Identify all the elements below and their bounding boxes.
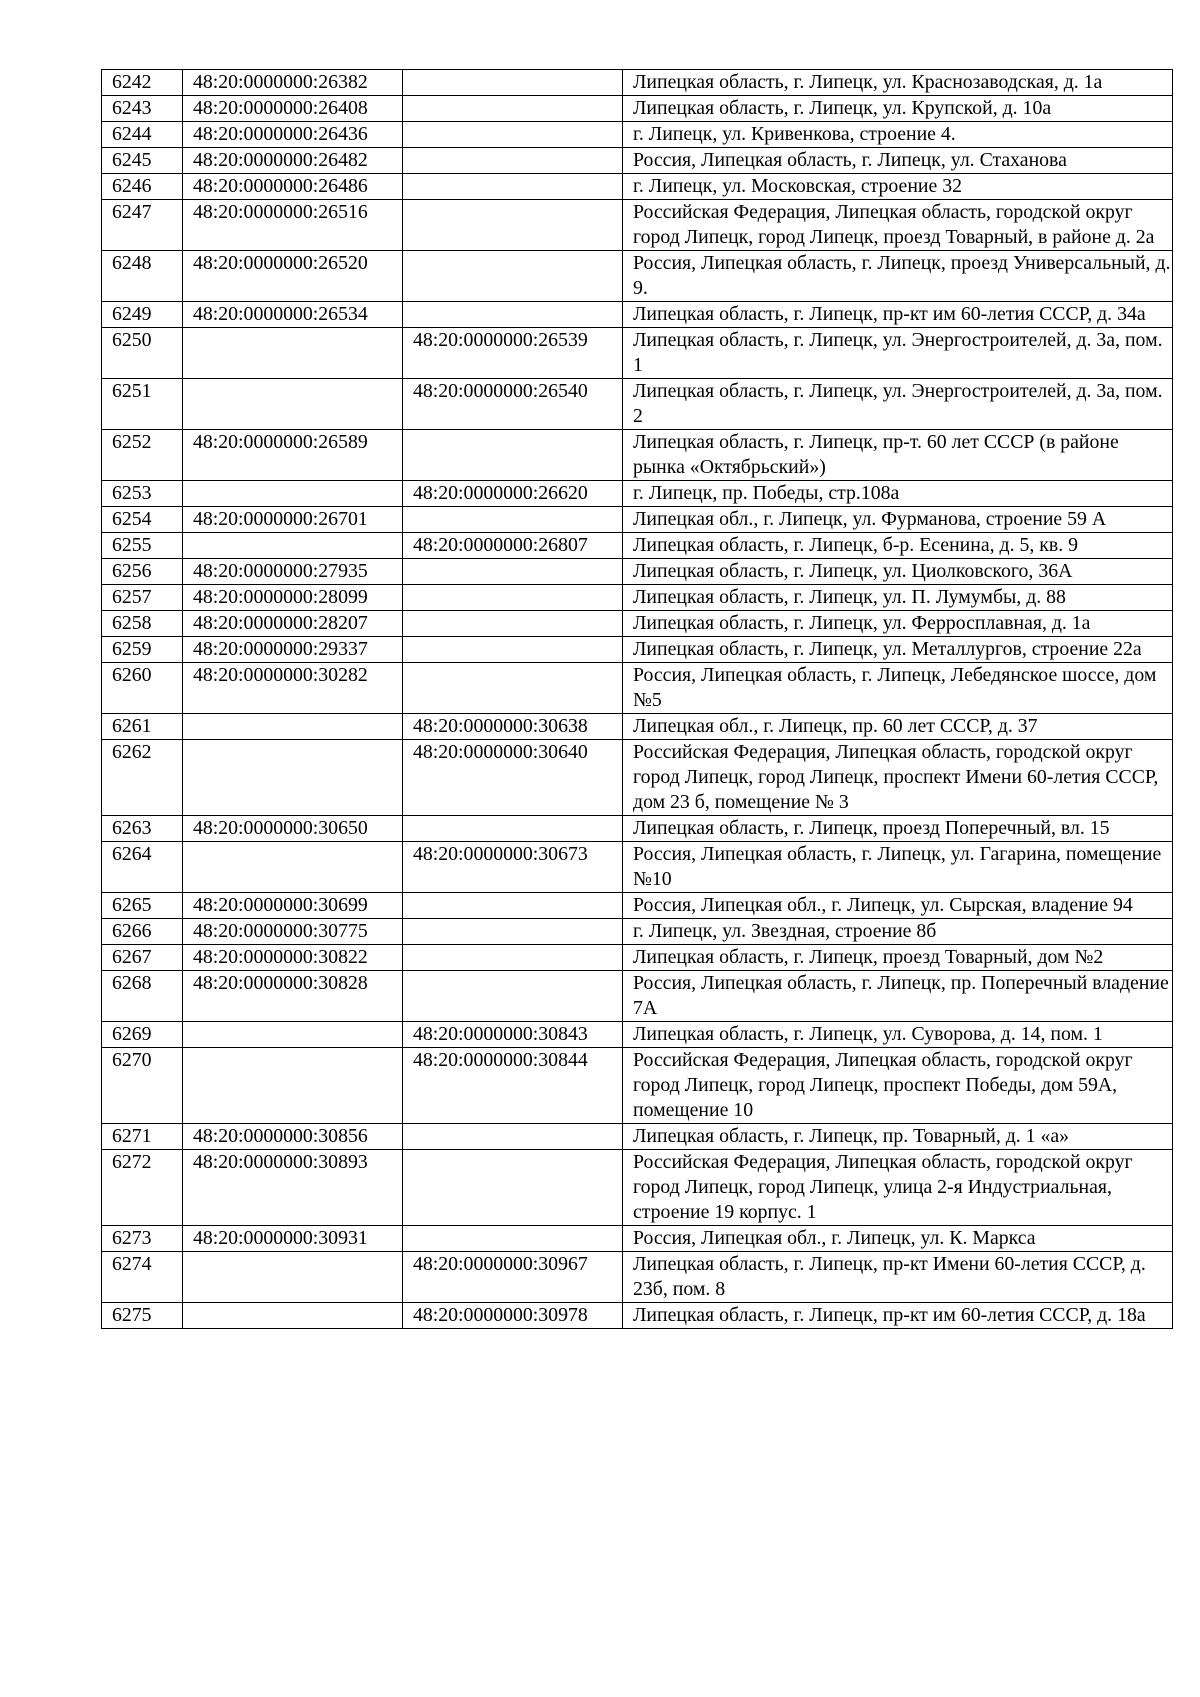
row-number-cell: 6247 xyxy=(102,200,183,251)
building-cadastral-number-cell: 48:20:0000000:30978 xyxy=(403,1303,623,1329)
table-row xyxy=(102,945,1173,971)
table-row xyxy=(102,481,1173,507)
row-number-cell: 6244 xyxy=(102,122,183,148)
table-row xyxy=(102,585,1173,611)
land-cadastral-number-cell: 48:20:0000000:30931 xyxy=(183,1226,403,1252)
row-number-cell: 6245 xyxy=(102,148,183,174)
registry-table-body xyxy=(102,70,1173,1329)
building-cadastral-number-cell: 48:20:0000000:30673 xyxy=(403,842,623,893)
land-cadastral-number-cell: 48:20:0000000:30828 xyxy=(183,971,403,1022)
address-cell: Россия, Липецкая область, г. Липецк, ул. Стаханова xyxy=(623,148,1173,174)
row-number-cell: 6254 xyxy=(102,507,183,533)
table-row xyxy=(102,70,1173,96)
address-cell: Россия, Липецкая обл., г. Липецк, ул. К. Маркса xyxy=(623,1226,1173,1252)
building-cadastral-number-cell xyxy=(403,200,623,251)
building-cadastral-number-cell: 48:20:0000000:26807 xyxy=(403,533,623,559)
table-row xyxy=(102,379,1173,430)
address-cell: Липецкая область, г. Липецк, ул. Энергостроителей, д. 3а, пом. 1 xyxy=(623,328,1173,379)
table-row xyxy=(102,611,1173,637)
address-cell: Липецкая область, г. Липецк, ул. Ферросплавная, д. 1а xyxy=(623,611,1173,637)
land-cadastral-number-cell: 48:20:0000000:26701 xyxy=(183,507,403,533)
table-row xyxy=(102,637,1173,663)
row-number-cell: 6262 xyxy=(102,740,183,816)
building-cadastral-number-cell xyxy=(403,637,623,663)
row-number-cell: 6275 xyxy=(102,1303,183,1329)
table-row xyxy=(102,200,1173,251)
row-number-cell: 6267 xyxy=(102,945,183,971)
row-number-cell: 6257 xyxy=(102,585,183,611)
address-cell: Липецкая область, г. Липецк, ул. Циолковского, 36А xyxy=(623,559,1173,585)
table-row xyxy=(102,430,1173,481)
address-cell: Липецкая область, г. Липецк, ул. Металлургов, строение 22а xyxy=(623,637,1173,663)
building-cadastral-number-cell xyxy=(403,302,623,328)
row-number-cell: 6259 xyxy=(102,637,183,663)
table-row xyxy=(102,1022,1173,1048)
land-cadastral-number-cell: 48:20:0000000:26534 xyxy=(183,302,403,328)
address-cell: г. Липецк, ул. Московская, строение 32 xyxy=(623,174,1173,200)
land-cadastral-number-cell xyxy=(183,1048,403,1124)
table-row xyxy=(102,507,1173,533)
address-cell: Российская Федерация, Липецкая область, городской округ город Липецк, город Липецк, проезд Товарный, в районе д. 2а xyxy=(623,200,1173,251)
land-cadastral-number-cell: 48:20:0000000:26382 xyxy=(183,70,403,96)
table-row xyxy=(102,714,1173,740)
table-row xyxy=(102,1252,1173,1303)
row-number-cell: 6273 xyxy=(102,1226,183,1252)
row-number-cell: 6253 xyxy=(102,481,183,507)
address-cell: Липецкая область, г. Липецк, ул. Краснозаводская, д. 1а xyxy=(623,70,1173,96)
table-row xyxy=(102,1150,1173,1226)
building-cadastral-number-cell: 48:20:0000000:26620 xyxy=(403,481,623,507)
building-cadastral-number-cell: 48:20:0000000:30640 xyxy=(403,740,623,816)
address-cell: Россия, Липецкая область, г. Липецк, Лебедянское шоссе, дом №5 xyxy=(623,663,1173,714)
row-number-cell: 6264 xyxy=(102,842,183,893)
land-cadastral-number-cell xyxy=(183,740,403,816)
address-cell: Липецкая область, г. Липецк, проезд Товарный, дом №2 xyxy=(623,945,1173,971)
land-cadastral-number-cell: 48:20:0000000:26482 xyxy=(183,148,403,174)
address-cell: Российская Федерация, Липецкая область, городской округ город Липецк, город Липецк, проспект Победы, дом 59А, помещение 10 xyxy=(623,1048,1173,1124)
building-cadastral-number-cell xyxy=(403,919,623,945)
table-row xyxy=(102,174,1173,200)
building-cadastral-number-cell xyxy=(403,430,623,481)
address-cell: Липецкая область, г. Липецк, ул. П. Лумумбы, д. 88 xyxy=(623,585,1173,611)
building-cadastral-number-cell xyxy=(403,148,623,174)
table-row xyxy=(102,842,1173,893)
land-cadastral-number-cell xyxy=(183,1252,403,1303)
table-row xyxy=(102,663,1173,714)
table-row xyxy=(102,302,1173,328)
land-cadastral-number-cell: 48:20:0000000:30699 xyxy=(183,893,403,919)
building-cadastral-number-cell xyxy=(403,893,623,919)
land-cadastral-number-cell: 48:20:0000000:30282 xyxy=(183,663,403,714)
address-cell: Липецкая обл., г. Липецк, пр. 60 лет СССР, д. 37 xyxy=(623,714,1173,740)
table-row xyxy=(102,251,1173,302)
address-cell: Липецкая область, г. Липецк, пр-кт Имени 60-летия СССР, д. 23б, пом. 8 xyxy=(623,1252,1173,1303)
land-cadastral-number-cell: 48:20:0000000:26436 xyxy=(183,122,403,148)
address-cell: Липецкая область, г. Липецк, пр-кт им 60-летия СССР, д. 18а xyxy=(623,1303,1173,1329)
row-number-cell: 6263 xyxy=(102,816,183,842)
row-number-cell: 6265 xyxy=(102,893,183,919)
building-cadastral-number-cell: 48:20:0000000:26539 xyxy=(403,328,623,379)
address-cell: Липецкая область, г. Липецк, пр-т. 60 лет СССР (в районе рынка «Октябрьский») xyxy=(623,430,1173,481)
row-number-cell: 6256 xyxy=(102,559,183,585)
address-cell: Россия, Липецкая обл., г. Липецк, ул. Сырская, владение 94 xyxy=(623,893,1173,919)
address-cell: Россия, Липецкая область, г. Липецк, проезд Универсальный, д. 9. xyxy=(623,251,1173,302)
row-number-cell: 6242 xyxy=(102,70,183,96)
row-number-cell: 6243 xyxy=(102,96,183,122)
land-cadastral-number-cell: 48:20:0000000:26486 xyxy=(183,174,403,200)
land-cadastral-number-cell: 48:20:0000000:26408 xyxy=(183,96,403,122)
building-cadastral-number-cell xyxy=(403,559,623,585)
building-cadastral-number-cell xyxy=(403,1226,623,1252)
table-row xyxy=(102,740,1173,816)
row-number-cell: 6252 xyxy=(102,430,183,481)
table-row xyxy=(102,328,1173,379)
address-cell: г. Липецк, ул. Звездная, строение 8б xyxy=(623,919,1173,945)
building-cadastral-number-cell xyxy=(403,70,623,96)
building-cadastral-number-cell xyxy=(403,816,623,842)
row-number-cell: 6249 xyxy=(102,302,183,328)
land-cadastral-number-cell: 48:20:0000000:26589 xyxy=(183,430,403,481)
row-number-cell: 6251 xyxy=(102,379,183,430)
land-cadastral-number-cell: 48:20:0000000:29337 xyxy=(183,637,403,663)
row-number-cell: 6274 xyxy=(102,1252,183,1303)
building-cadastral-number-cell xyxy=(403,122,623,148)
registry-table xyxy=(101,69,1173,1329)
address-cell: Липецкая область, г. Липецк, б-р. Есенина, д. 5, кв. 9 xyxy=(623,533,1173,559)
building-cadastral-number-cell xyxy=(403,174,623,200)
table-row xyxy=(102,122,1173,148)
land-cadastral-number-cell: 48:20:0000000:27935 xyxy=(183,559,403,585)
table-row xyxy=(102,1226,1173,1252)
building-cadastral-number-cell xyxy=(403,971,623,1022)
table-row xyxy=(102,971,1173,1022)
land-cadastral-number-cell: 48:20:0000000:28099 xyxy=(183,585,403,611)
table-row xyxy=(102,1048,1173,1124)
land-cadastral-number-cell: 48:20:0000000:26516 xyxy=(183,200,403,251)
address-cell: Липецкая область, г. Липецк, ул. Крупской, д. 10а xyxy=(623,96,1173,122)
building-cadastral-number-cell xyxy=(403,1150,623,1226)
land-cadastral-number-cell: 48:20:0000000:30822 xyxy=(183,945,403,971)
land-cadastral-number-cell xyxy=(183,1022,403,1048)
land-cadastral-number-cell: 48:20:0000000:30856 xyxy=(183,1124,403,1150)
address-cell: Липецкая область, г. Липецк, проезд Поперечный, вл. 15 xyxy=(623,816,1173,842)
table-row xyxy=(102,1124,1173,1150)
land-cadastral-number-cell xyxy=(183,481,403,507)
row-number-cell: 6260 xyxy=(102,663,183,714)
land-cadastral-number-cell xyxy=(183,533,403,559)
building-cadastral-number-cell xyxy=(403,611,623,637)
address-cell: Россия, Липецкая область, г. Липецк, пр. Поперечный владение 7А xyxy=(623,971,1173,1022)
row-number-cell: 6248 xyxy=(102,251,183,302)
address-cell: Липецкая обл., г. Липецк, ул. Фурманова, строение 59 А xyxy=(623,507,1173,533)
row-number-cell: 6268 xyxy=(102,971,183,1022)
address-cell: Липецкая область, г. Липецк, ул. Суворова, д. 14, пом. 1 xyxy=(623,1022,1173,1048)
land-cadastral-number-cell: 48:20:0000000:26520 xyxy=(183,251,403,302)
land-cadastral-number-cell xyxy=(183,379,403,430)
address-cell: Российская Федерация, Липецкая область, городской округ город Липецк, город Липецк, проспект Имени 60-летия СССР, дом 23 б, помещение № 3 xyxy=(623,740,1173,816)
address-cell: Липецкая область, г. Липецк, пр-кт им 60-летия СССР, д. 34а xyxy=(623,302,1173,328)
table-row xyxy=(102,148,1173,174)
table-row xyxy=(102,1303,1173,1329)
row-number-cell: 6255 xyxy=(102,533,183,559)
building-cadastral-number-cell: 48:20:0000000:30843 xyxy=(403,1022,623,1048)
row-number-cell: 6258 xyxy=(102,611,183,637)
building-cadastral-number-cell xyxy=(403,1124,623,1150)
row-number-cell: 6271 xyxy=(102,1124,183,1150)
table-row xyxy=(102,919,1173,945)
address-cell: Липецкая область, г. Липецк, пр. Товарный, д. 1 «а» xyxy=(623,1124,1173,1150)
table-row xyxy=(102,533,1173,559)
table-row xyxy=(102,96,1173,122)
land-cadastral-number-cell xyxy=(183,1303,403,1329)
address-cell: Российская Федерация, Липецкая область, городской округ город Липецк, город Липецк, улица 2-я Индустриальная, строение 19 корпус. 1 xyxy=(623,1150,1173,1226)
address-cell: Россия, Липецкая область, г. Липецк, ул. Гагарина, помещение №10 xyxy=(623,842,1173,893)
address-cell: г. Липецк, пр. Победы, стр.108а xyxy=(623,481,1173,507)
land-cadastral-number-cell: 48:20:0000000:30775 xyxy=(183,919,403,945)
table-row xyxy=(102,559,1173,585)
land-cadastral-number-cell: 48:20:0000000:30650 xyxy=(183,816,403,842)
row-number-cell: 6269 xyxy=(102,1022,183,1048)
land-cadastral-number-cell: 48:20:0000000:28207 xyxy=(183,611,403,637)
row-number-cell: 6270 xyxy=(102,1048,183,1124)
land-cadastral-number-cell: 48:20:0000000:30893 xyxy=(183,1150,403,1226)
land-cadastral-number-cell xyxy=(183,842,403,893)
address-cell: Липецкая область, г. Липецк, ул. Энергостроителей, д. 3а, пом. 2 xyxy=(623,379,1173,430)
building-cadastral-number-cell: 48:20:0000000:30844 xyxy=(403,1048,623,1124)
building-cadastral-number-cell xyxy=(403,507,623,533)
row-number-cell: 6266 xyxy=(102,919,183,945)
address-cell: г. Липецк, ул. Кривенкова, строение 4. xyxy=(623,122,1173,148)
building-cadastral-number-cell: 48:20:0000000:30967 xyxy=(403,1252,623,1303)
table-row xyxy=(102,893,1173,919)
land-cadastral-number-cell xyxy=(183,714,403,740)
building-cadastral-number-cell xyxy=(403,663,623,714)
building-cadastral-number-cell xyxy=(403,251,623,302)
row-number-cell: 6250 xyxy=(102,328,183,379)
row-number-cell: 6272 xyxy=(102,1150,183,1226)
building-cadastral-number-cell xyxy=(403,945,623,971)
table-row xyxy=(102,816,1173,842)
building-cadastral-number-cell xyxy=(403,585,623,611)
building-cadastral-number-cell: 48:20:0000000:26540 xyxy=(403,379,623,430)
row-number-cell: 6261 xyxy=(102,714,183,740)
land-cadastral-number-cell xyxy=(183,328,403,379)
building-cadastral-number-cell: 48:20:0000000:30638 xyxy=(403,714,623,740)
building-cadastral-number-cell xyxy=(403,96,623,122)
row-number-cell: 6246 xyxy=(102,174,183,200)
